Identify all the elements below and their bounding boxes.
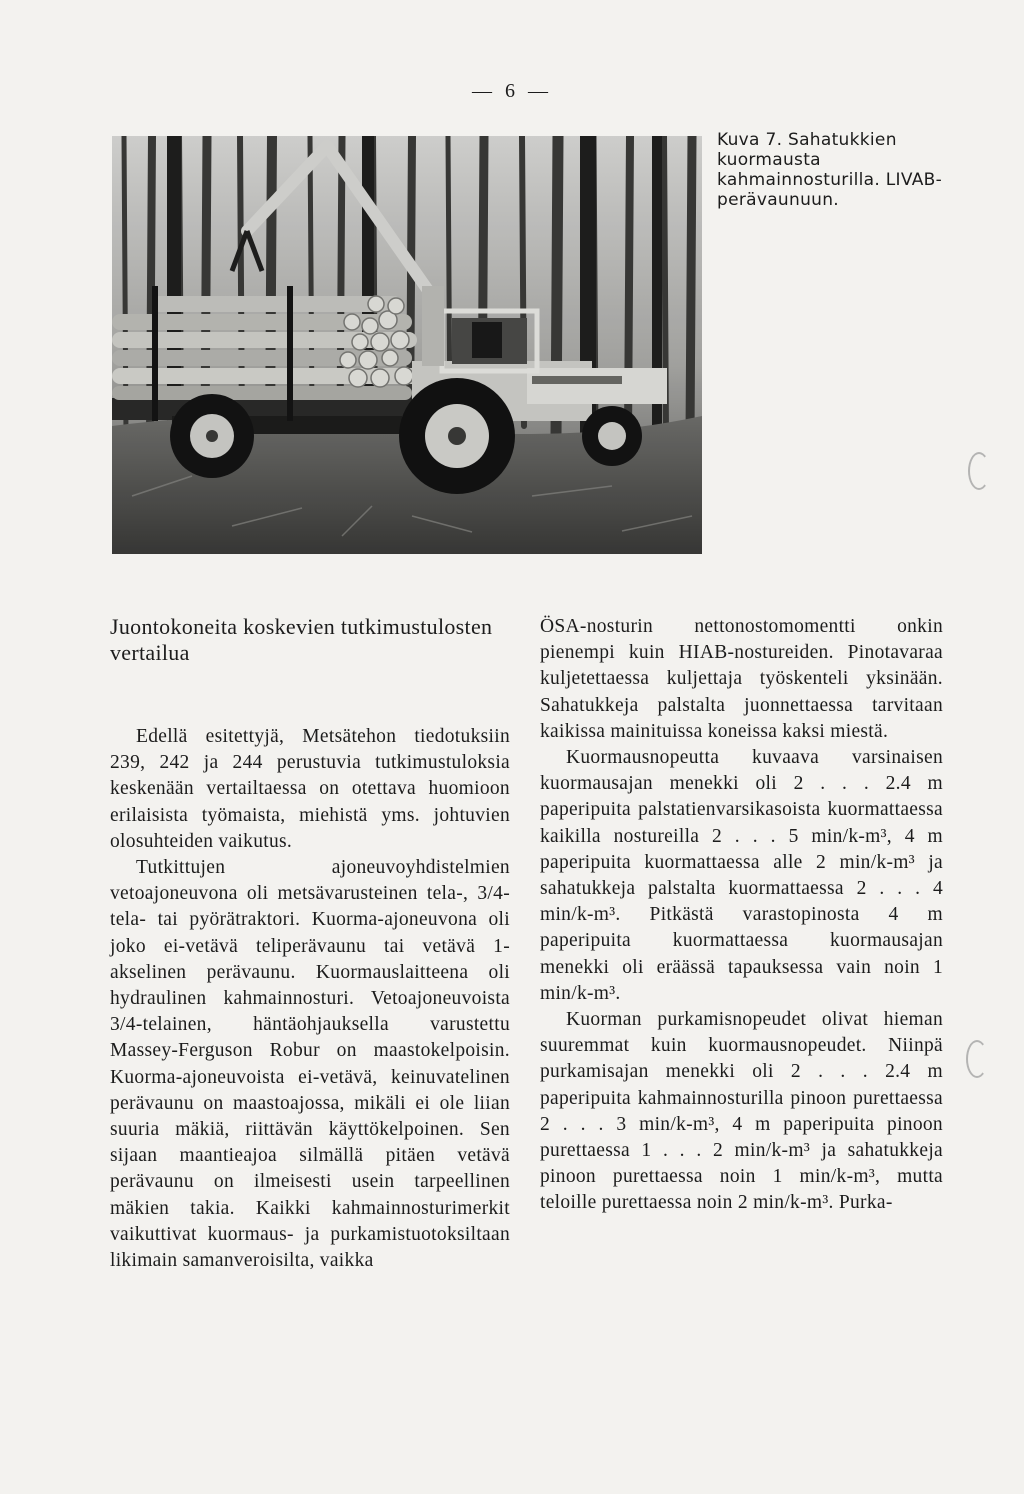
paragraph: Edellä esitettyjä, Metsätehon tiedotuksiin 239, 242 ja 244 perustuvia tutkimustuloksia keskenään vertailtaessa on otettava huomioon erilaisista työmaista, miehistä yms. johtuvien olosuhteiden vaikutus. bbox=[110, 726, 510, 852]
binding-hole-mark bbox=[966, 1040, 988, 1078]
right-column bbox=[540, 614, 943, 1217]
page-number: — 6 — bbox=[472, 80, 552, 102]
forestry-tractor-photo bbox=[112, 136, 702, 554]
paragraph: Kuorman purkamisnopeudet olivat hieman suuremmat kuin kuormausnopeudet. Niinpä purkamisajan menekki oli 2 . . . 2.4 m paperipuita kahmainnosturilla pinoon purettaessa 2 . . . 3 min/k-m³, 4 m paperipuita pinoon purettaessa 1 . . . 2 min/k-m³ ja sahatukkeja pinoon purettaessa noin 1 min/k-m³, mutta teloille purettaessa noin 2 min/k-m³. Purka- bbox=[540, 1009, 943, 1214]
paragraph: Tutkittujen ajoneuvoyhdistelmien vetoajoneuvona oli metsävarusteinen tela-, 3/4-tela- tai pyörätraktori. Kuorma-ajoneuvona oli joko ei-vetävä teliperävaunu tai vetävä 1-akselinen perävaunu. Kuormauslaitteena oli hydraulinen kahmainnosturi. Vetoajoneuvoista 3/4-telainen, häntäohjauksella varustettu Massey-Ferguson Robur on maastokelpoisin. Kuorma-ajoneuvoista ei-vetävä, keinuvatelinen perävaunu on maastoajossa, mikäli ei ole liian suuria mäkiä, riittävän käyttökelpoinen. Sen sijaan maantieajoa silmällä pitäen vetävä perävaunu on ilmeisesti usein tarpeellinen mäkien takia. Kaikki kahmainnosturimerkit vaikuttivat kuormaus- ja purkamistuotoksiltaan likimain samanveroisilta, vaikka bbox=[110, 857, 510, 1272]
left-column bbox=[110, 614, 510, 1274]
paragraph: Kuormausnopeutta kuvaava varsinaisen kuormausajan menekki oli 2 . . . 2.4 m paperipuita palstatienvarsikasoista kuormattaessa kaikilla nostureilla 2 . . . 5 min/k-m³, 4 m paperipuita kuormattaessa alle 2 min/k-m³ ja sahatukkeja palstalta kuormattaessa 2 . . . 4 min/k-m³. Pitkästä varastopinosta 4 m paperipuita kuormattaessa kuormausajan menekki oli eräässä tapauksessa vain noin 1 min/k-m³. bbox=[540, 747, 943, 1004]
figure-caption: Kuva 7. Sahatukkien kuormausta kahmainnosturilla. LIVAB-perävaunuun. bbox=[717, 130, 943, 210]
binding-hole-mark bbox=[968, 452, 990, 490]
section-heading: Juontokoneita koskevien tutkimustulosten vertailua bbox=[110, 614, 493, 665]
paragraph: ÖSA-nosturin nettonostomomentti onkin pienempi kuin HIAB-nostureiden. Pinotavaraa kuljetettaessa kuljettaja työskenteli yksinään. Sahatukkeja palstalta juonnettaessa tarvitaan kaikissa mainituissa koneissa kaksi miestä. bbox=[540, 616, 943, 742]
figure-photo bbox=[112, 136, 702, 554]
